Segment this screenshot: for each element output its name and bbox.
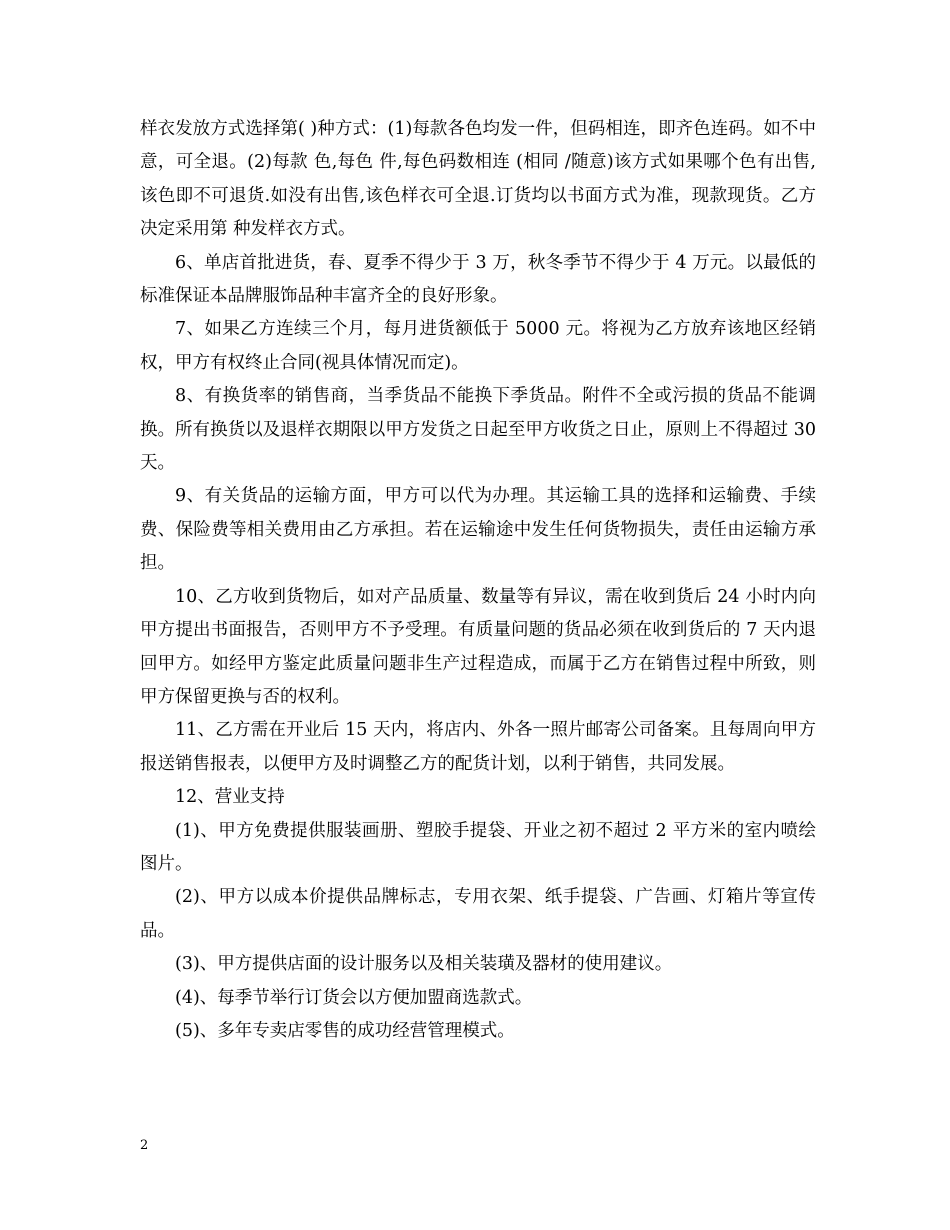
paragraph-clause-10: 10、乙方收到货物后，如对产品质量、数量等有异议，需在收到货后 24 小时内向甲方提出书面报告，否则甲方不予受理。有质量问题的货品必须在收到货后的 7 天内退回甲方。如经甲方鉴定此质量问题非生产过程造成，而属于乙方在销售过程中所致，则甲方保留更换与否的权利。 (140, 586, 816, 707)
paragraph-clause-9: 9、有关货品的运输方面，甲方可以代为办理。其运输工具的选择和运输费、手续费、保险费等相关费用由乙方承担。若在运输途中发生任何货物损失，责任由运输方承担。 (140, 486, 816, 574)
paragraph-support-5: (5)、多年专卖店零售的成功经营管理模式。 (175, 1020, 515, 1041)
paragraph-clause-12-heading: 12、营业支持 (175, 787, 285, 808)
paragraph-support-2: (2)、甲方以成本价提供品牌标志，专用衣架、纸手提袋、广告画、灯箱片等宣传品。 (140, 887, 816, 941)
paragraph-support-3: (3)、甲方提供店面的设计服务以及相关装璜及器材的使用建议。 (175, 954, 673, 975)
paragraph-clause-7: 7、如果乙方连续三个月，每月进货额低于 5000 元。将视为乙方放弃该地区经销权，甲方有权终止合同(视具体情况而定)。 (140, 319, 816, 373)
paragraph-sample-distribution: 样衣发放方式选择第( )种方式：(1)每款各色均发一件，但码相连，即齐色连码。如不中意，可全退。(2)每款 色,每色 件,每色码数相连 (相同 /随意)该方式如果哪个色有出售,该色即不可退货.如没有出售,该色样衣可全退.订货均以书面方式为准，现款现货。乙方决定采用第 种发样衣方式。 (140, 119, 816, 240)
paragraph-support-1: (1)、甲方免费提供服装画册、塑胶手提袋、开业之初不超过 2 平方米的室内喷绘图片。 (140, 820, 816, 874)
paragraph-support-4: (4)、每季节举行订货会以方便加盟商选款式。 (175, 987, 533, 1008)
page-number: 2 (140, 1138, 149, 1153)
document-body (140, 113, 816, 1048)
paragraph-clause-6: 6、单店首批进货，春、夏季不得少于 3 万，秋冬季节不得少于 4 万元。以最低的标准保证本品牌服饰品种丰富齐全的良好形象。 (140, 252, 816, 307)
paragraph-clause-8: 8、有换货率的销售商，当季货品不能换下季货品。附件不全或污损的货品不能调换。所有换货以及退样衣期限以甲方发货之日起至甲方收货之日止，原则上不得超过 30 天。 (140, 386, 816, 474)
paragraph-clause-11: 11、乙方需在开业后 15 天内，将店内、外各一照片邮寄公司备案。且每周向甲方报送销售报表，以便甲方及时调整乙方的配货计划，以利于销售，共同发展。 (140, 720, 816, 774)
